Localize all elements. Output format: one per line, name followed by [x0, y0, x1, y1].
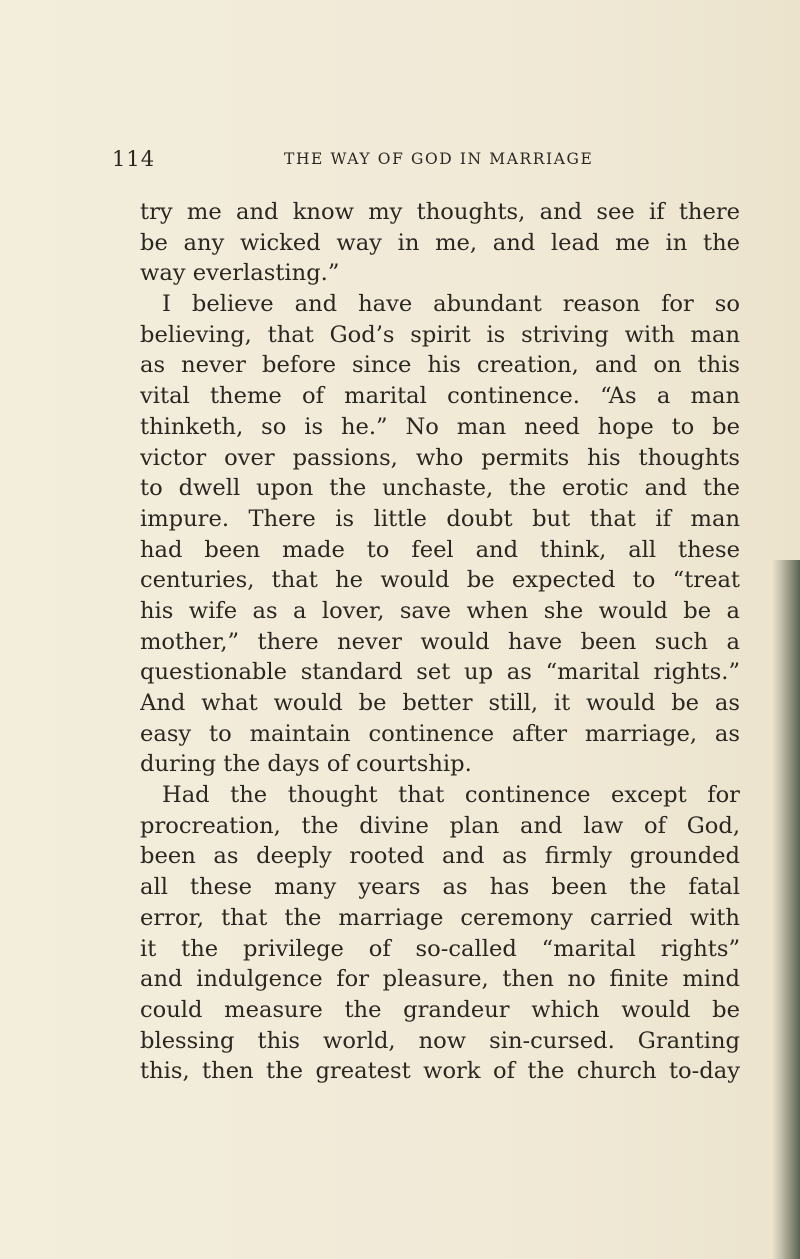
text-line: impure. There is little doubt but that if man [140, 505, 740, 532]
text-line: And what would be better still, it would be as [140, 690, 740, 716]
text-line: blessing this world, now sin-cursed. Granting [140, 1027, 740, 1054]
text-line: thinketh, so is he.” No man need hope to be [140, 413, 740, 440]
running-head [112, 147, 712, 173]
text-line: as never before since his creation, and on this [140, 352, 740, 379]
text-line: to dwell upon the unchaste, the erotic and the [140, 475, 740, 502]
text-line: I believe and have abundant reason for so [162, 291, 740, 318]
text-line: error, that the marriage ceremony carried with [140, 904, 740, 931]
text-line: mother,” there never would have been such a [140, 628, 740, 655]
body-text [140, 197, 740, 1087]
text-line: easy to maintain continence after marriage, as [140, 720, 740, 747]
text-line: way everlasting.” [140, 260, 340, 287]
text-line: victor over passions, who permits his thoughts [140, 444, 740, 471]
text-line: questionable standard set up as “marital rights.” [140, 659, 740, 686]
text-line: be any wicked way in me, and lead me in the [140, 229, 740, 256]
text-line: been as deeply rooted and as firmly grounded [140, 843, 740, 870]
text-line: procreation, the divine plan and law of God, [140, 812, 740, 839]
text-line: centuries, that he would be expected to “treat [140, 567, 740, 594]
text-line: and indulgence for pleasure, then no finite mind [140, 966, 740, 993]
text-line: this, then the greatest work of the church to-day [140, 1058, 740, 1085]
text-line: his wife as a lover, save when she would be a [140, 597, 740, 624]
text-line: Had the thought that continence except for [162, 782, 740, 809]
text-line: try me and know my thoughts, and see if there [140, 199, 740, 225]
page-edge-shadow [772, 560, 800, 1259]
text-line: during the days of courtship. [140, 751, 472, 778]
running-head-title: THE WAY OF GOD IN MARRIAGE [284, 150, 594, 168]
text-line: believing, that God’s spirit is striving with man [140, 321, 740, 348]
text-line: could measure the grandeur which would be [140, 996, 740, 1023]
text-line: had been made to feel and think, all these [140, 536, 740, 563]
text-line: vital theme of marital continence. “As a man [140, 383, 740, 410]
page-number: 114 [112, 147, 156, 171]
text-line: it the privilege of so-called “marital rights” [140, 935, 740, 962]
text-line: all these many years as has been the fatal [140, 874, 740, 901]
